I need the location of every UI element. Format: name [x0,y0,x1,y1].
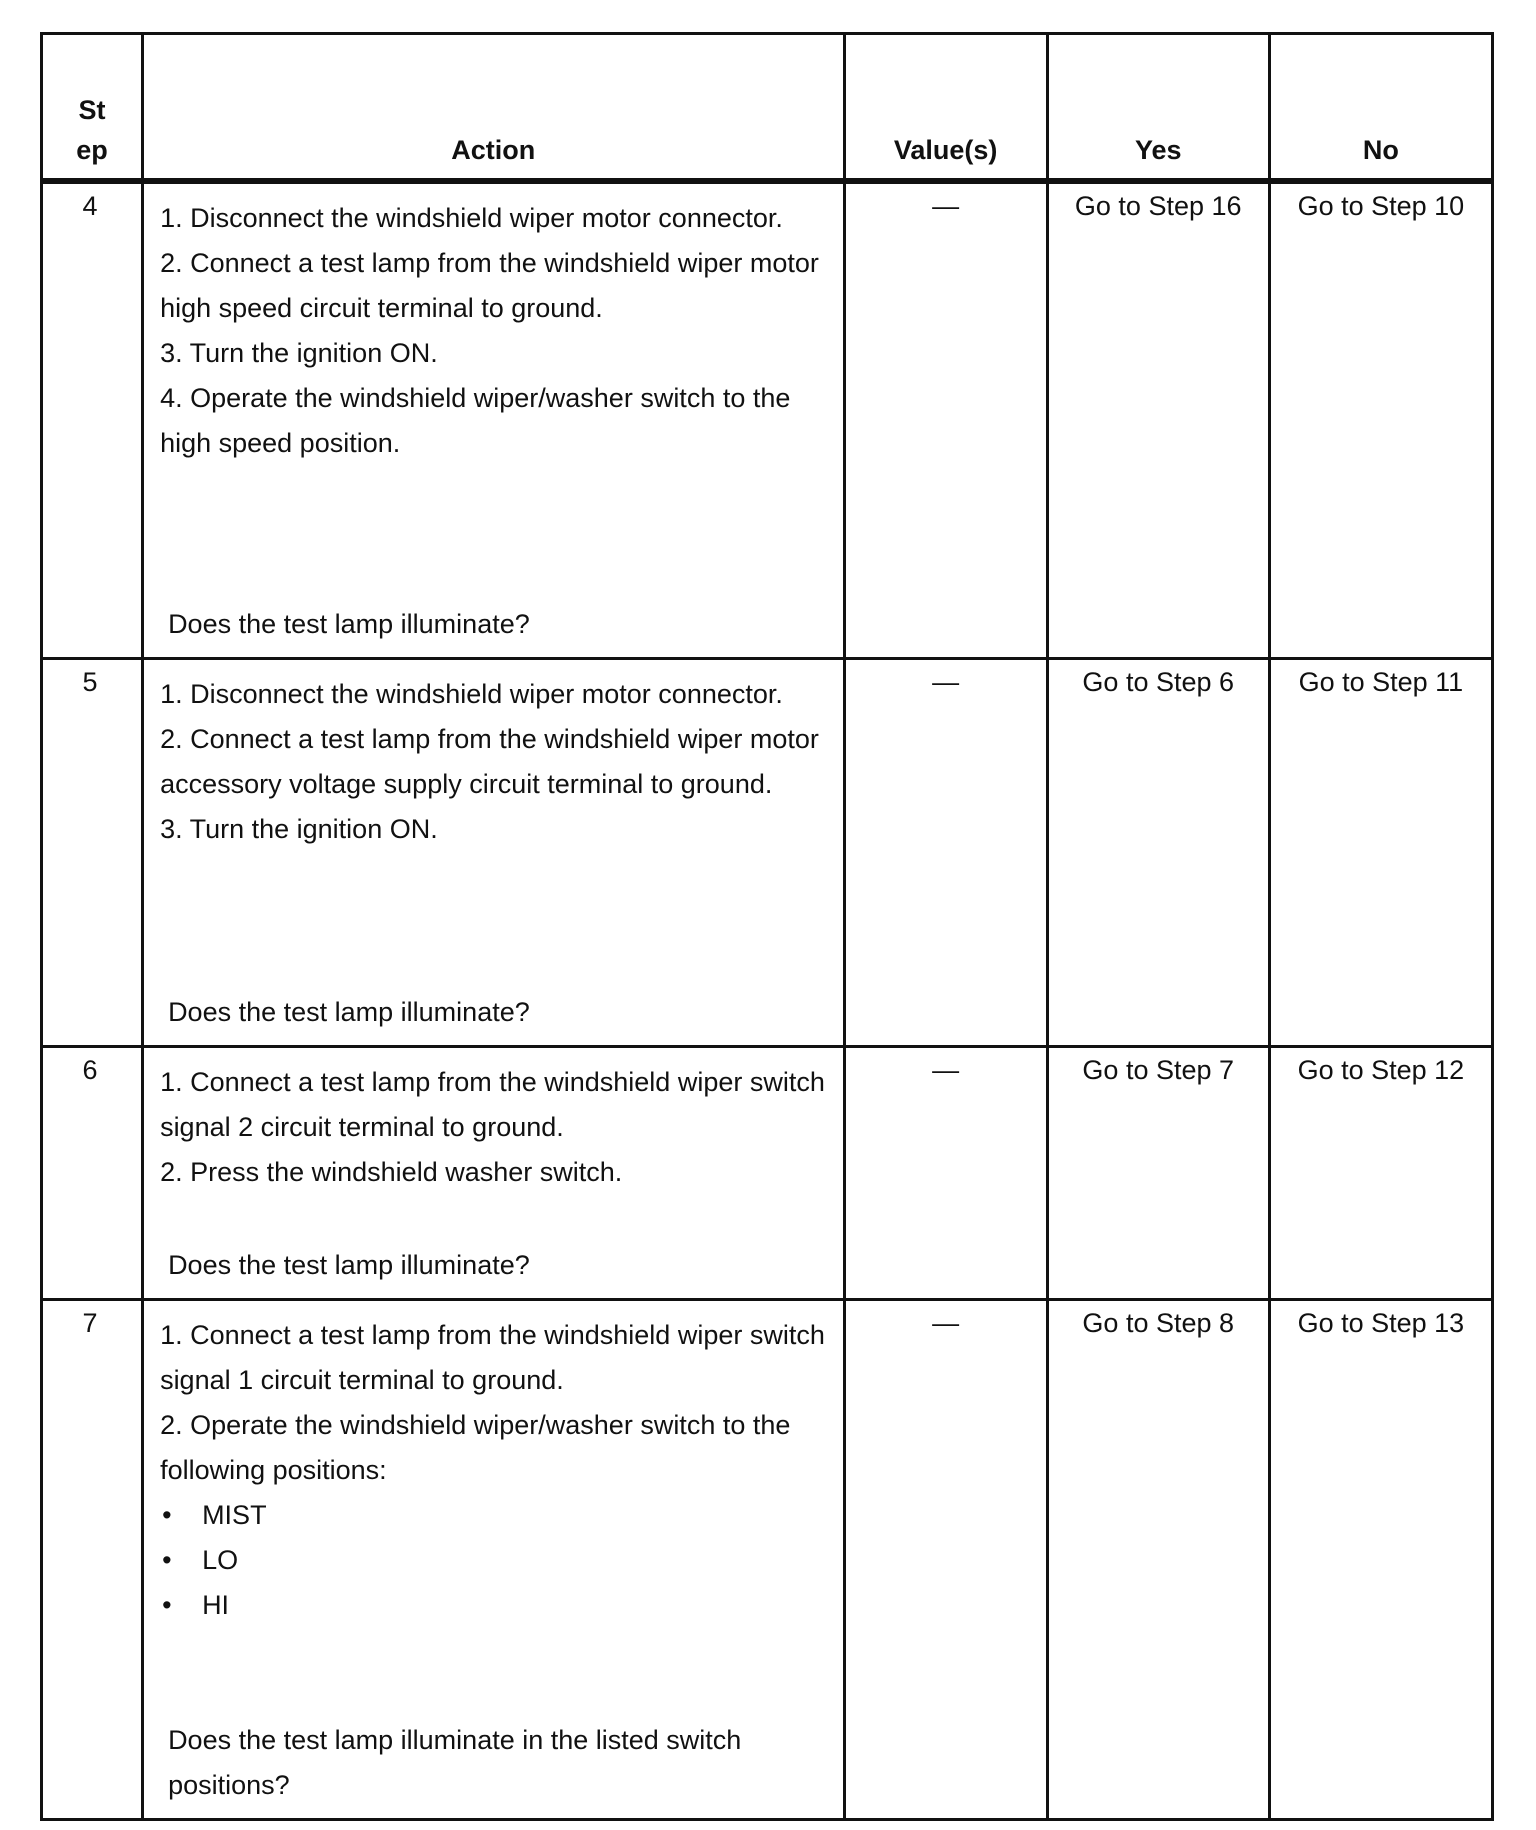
step-number: 5 [42,659,143,1047]
action-step: 2. Operate the windshield wiper/washer switch to the following positions: [160,1410,791,1485]
header-action: Action [143,34,844,181]
action-step: 3. Turn the ignition ON. [160,814,438,844]
switch-position-list [160,1493,828,1628]
action-step: 4. Operate the windshield wiper/washer switch to the high speed position. [160,382,791,458]
action-cell [143,1047,844,1300]
table-row [42,181,1493,659]
table-row [42,659,1493,1047]
question: Does the test lamp illuminate in the listed switch positions? [168,1725,742,1800]
action-step: 1. Disconnect the windshield wiper motor connector. [160,202,783,233]
diagnostic-table [40,32,1494,1821]
question: Does the test lamp illuminate? [168,997,530,1027]
yes-cell: Go to Step 6 [1047,659,1269,1047]
yes-cell: Go to Step 8 [1047,1300,1269,1820]
step-number: 4 [42,181,143,659]
action-cell [143,181,844,659]
value-cell: — [844,1300,1047,1820]
action-step: 2. Press the windshield washer switch. [160,1157,623,1187]
table-row [42,1047,1493,1300]
yes-cell: Go to Step 7 [1047,1047,1269,1300]
header-no: No [1269,34,1492,181]
header-yes: Yes [1047,34,1269,181]
no-cell: Go to Step 13 [1269,1300,1492,1820]
question: Does the test lamp illuminate? [168,609,530,639]
value-cell: — [844,659,1047,1047]
bullet-icon: • [162,1590,172,1620]
list-item: • MIST [160,1493,828,1538]
action-step: 1. Connect a test lamp from the windshield wiper switch signal 1 circuit terminal to ground. [160,1320,825,1395]
action-cell [143,659,844,1047]
header-values: Value(s) [844,34,1047,181]
no-cell: Go to Step 12 [1269,1047,1492,1300]
list-item: • HI [160,1583,828,1628]
action-step: 3. Turn the ignition ON. [160,337,438,368]
bullet-icon: • [162,1500,172,1530]
action-cell [143,1300,844,1820]
action-step: 2. Connect a test lamp from the windshield wiper motor accessory voltage supply circuit terminal to ground. [160,724,819,799]
no-cell: Go to Step 10 [1269,181,1492,659]
yes-cell: Go to Step 16 [1047,181,1269,659]
action-step: 1. Disconnect the windshield wiper motor connector. [160,679,783,709]
action-step: 2. Connect a test lamp from the windshield wiper motor high speed circuit terminal to ground. [160,247,819,323]
bullet-icon: • [162,1545,172,1575]
action-step: 1. Connect a test lamp from the windshield wiper switch signal 2 circuit terminal to ground. [160,1067,825,1142]
question: Does the test lamp illuminate? [168,1250,530,1280]
step-number: 7 [42,1300,143,1820]
table-row [42,1300,1493,1820]
header-step: St ep [42,34,143,181]
no-cell: Go to Step 11 [1269,659,1492,1047]
value-cell: — [844,1047,1047,1300]
list-item: • LO [160,1538,828,1583]
table-header-row [42,34,1493,181]
step-number: 6 [42,1047,143,1300]
value-cell: — [844,181,1047,659]
